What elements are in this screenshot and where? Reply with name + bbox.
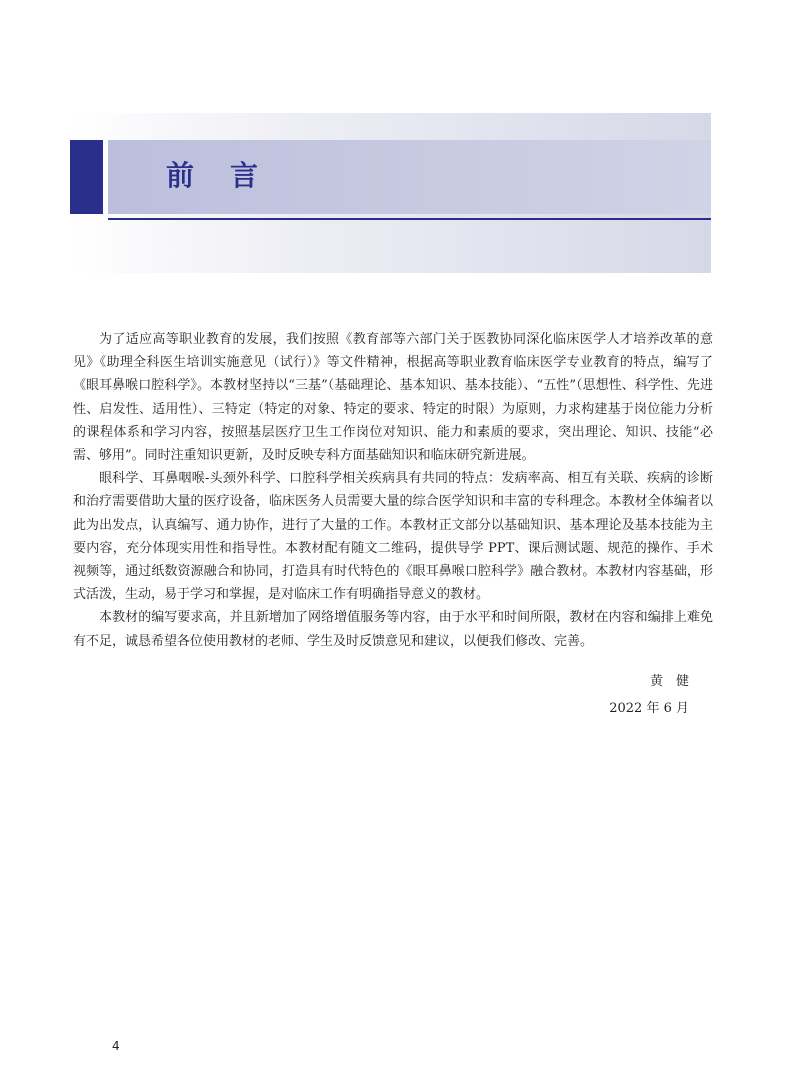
paragraph: 为了适应高等职业教育的发展，我们按照《教育部等六部门关于医教协同深化临床医学人才培养改革的意见》《助理全科医生培训实施意见（试行）》等文件精神，根据高等职业教育临床医学专业教育的特点，编写了《眼耳鼻喉口腔科学》。本教材坚持以“三基”（基础理论、基本知识、基本技能）、“五性”（思想性、科学性、先进性、启发性、适用性）、三特定（特定的对象、特定的要求、特定的时限）为原则，力求构建基于岗位能力分析的课程体系和学习内容，按照基层医疗卫生工作岗位对知识、能力和素质的要求，突出理论、知识、技能“必需、够用”。同时注重知识更新，及时反映专科方面基础知识和临床研究新进展。 <box>73 332 713 464</box>
page-title: 前言 <box>166 159 295 192</box>
preface-body <box>73 328 713 653</box>
header-divider <box>108 218 711 220</box>
paragraph: 眼科学、耳鼻咽喉-头颈外科学、口腔科学相关疾病具有共同的特点：发病率高、相互有关联、疾病的诊断和治疗需要借助大量的医疗设备，临床医务人员需要大量的综合医学知识和丰富的专科理念。本教材全体编者以此为出发点，认真编写、通力协作，进行了大量的工作。本教材正文部分以基础知识、基本理论及基本技能为主要内容，充分体现实用性和指导性。本教材配有随文二维码，提供导学 PPT、课后测试题、规范的操作、手术视频等，通过纸数资源融合和协同，打造具有时代特色的《眼耳鼻喉口腔科学》融合教材。本教材内容基础，形式活泼，生动，易于学习和掌握，是对临床工作有明确指导意义的教材。 <box>73 471 713 603</box>
signature-date: 2022 年 6 月 <box>609 701 689 716</box>
page-number: 4 <box>112 1039 120 1053</box>
author-signature: 黄健 <box>649 674 702 689</box>
paragraph: 本教材的编写要求高，并且新增加了网络增值服务等内容，由于水平和时间所限，教材在内容和编排上难免有不足，诚恳希望各位使用教材的老师、学生及时反馈意见和建议，以便我们修改、完善。 <box>73 610 713 649</box>
header-title-panel <box>108 140 711 214</box>
header-accent-block <box>70 140 103 214</box>
chapter-header <box>70 140 711 214</box>
